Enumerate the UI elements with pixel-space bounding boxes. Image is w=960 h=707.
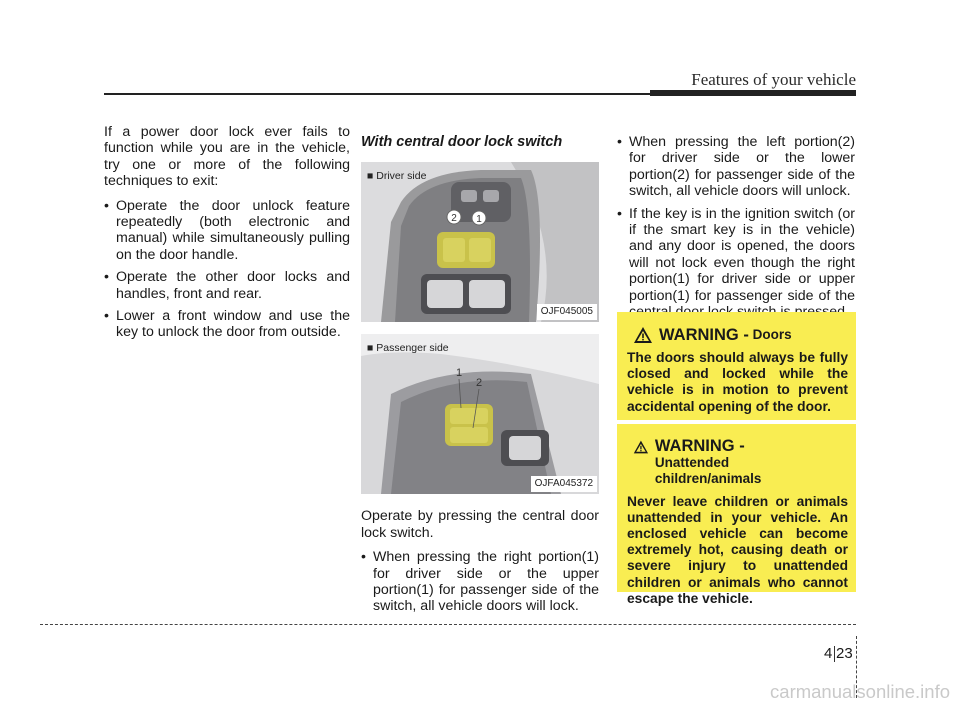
callout-1: 1 xyxy=(476,214,482,226)
figure-code: OJF045005 xyxy=(537,304,597,320)
warning-body: The doors should always be fully closed and locked while the vehicle is in motion to prevent accidental opening of the door. xyxy=(627,350,848,414)
figure-label: ■ Driver side xyxy=(367,170,427,183)
list-item: • If the key is in the ignition switch (or if the smart key is in the vehicle) and any door is opened, the doors will not lock even though the right portion(1) for driver side or upper portion(1) for passenger side of the xyxy=(617,206,855,321)
warning-body: Never leave children or animals unattended in your vehicle. An enclosed vehicle can become extremely hot, causing death or severe injury to unattended children or animals who cannot escape the vehicle. xyxy=(627,493,848,606)
figure-label: ■ Passenger side xyxy=(367,342,449,355)
exit-techniques-list xyxy=(104,198,350,341)
passenger-side-photo xyxy=(361,334,599,494)
warning-title: Doors xyxy=(752,326,792,342)
warning-title: Unattended children/animals xyxy=(654,455,762,487)
callout-2: 2 xyxy=(475,377,483,390)
column-middle xyxy=(361,134,599,621)
header-rule-accent xyxy=(650,90,856,96)
list-item: • Lower a front window and use the key to unlock the door from outside. xyxy=(104,308,350,341)
warning-triangle-icon xyxy=(633,326,653,344)
page-number: 23 xyxy=(836,645,853,662)
callout-1: 1 xyxy=(455,367,463,380)
page-number-separator xyxy=(834,646,835,662)
driver-door-illustration xyxy=(361,162,599,322)
passenger-door-illustration xyxy=(361,334,599,494)
figure-code: OJFA045372 xyxy=(531,476,597,492)
unlock-list xyxy=(617,134,855,320)
warning-word: WARNING - xyxy=(659,325,749,344)
driver-side-photo xyxy=(361,162,599,322)
list-item: • When pressing the right portion(1) for driver side or the upper portion(1) for passenger side of the switch, all vehicle doors will lock. xyxy=(361,549,599,615)
intro-paragraph: If a power door lock ever fails to function while you are in the vehicle, try one or more of the following techniques to exit: xyxy=(104,124,350,190)
watermark: carmanualsonline.info xyxy=(770,681,950,702)
operate-paragraph: Operate by pressing the central door lock switch. xyxy=(361,508,599,541)
callout-2: 2 xyxy=(451,213,457,225)
column-right xyxy=(617,134,855,326)
warning-word: WARNING - xyxy=(654,437,745,455)
list-item: • When pressing the left portion(2) for driver side or the lower portion(2) for passenger side of the switch, all vehicle doors will unlock. xyxy=(617,134,855,200)
section-heading: With central door lock switch xyxy=(361,134,563,150)
warning-triangle-icon xyxy=(633,438,649,456)
warning-box-children xyxy=(617,424,856,606)
warning-box-doors xyxy=(617,312,856,420)
list-item: • Operate the door unlock feature repeatedly (both electronic and manual) while simultaneously pulling on the door handle. xyxy=(104,198,350,264)
lock-list xyxy=(361,549,599,615)
header-title: Features of your vehicle xyxy=(691,70,856,89)
column-left xyxy=(104,124,350,347)
header-rule xyxy=(104,93,664,95)
list-item: • Operate the other door locks and handles, front and rear. xyxy=(104,269,350,302)
chapter-number: 4 xyxy=(824,645,833,662)
footer-divider xyxy=(40,624,856,625)
